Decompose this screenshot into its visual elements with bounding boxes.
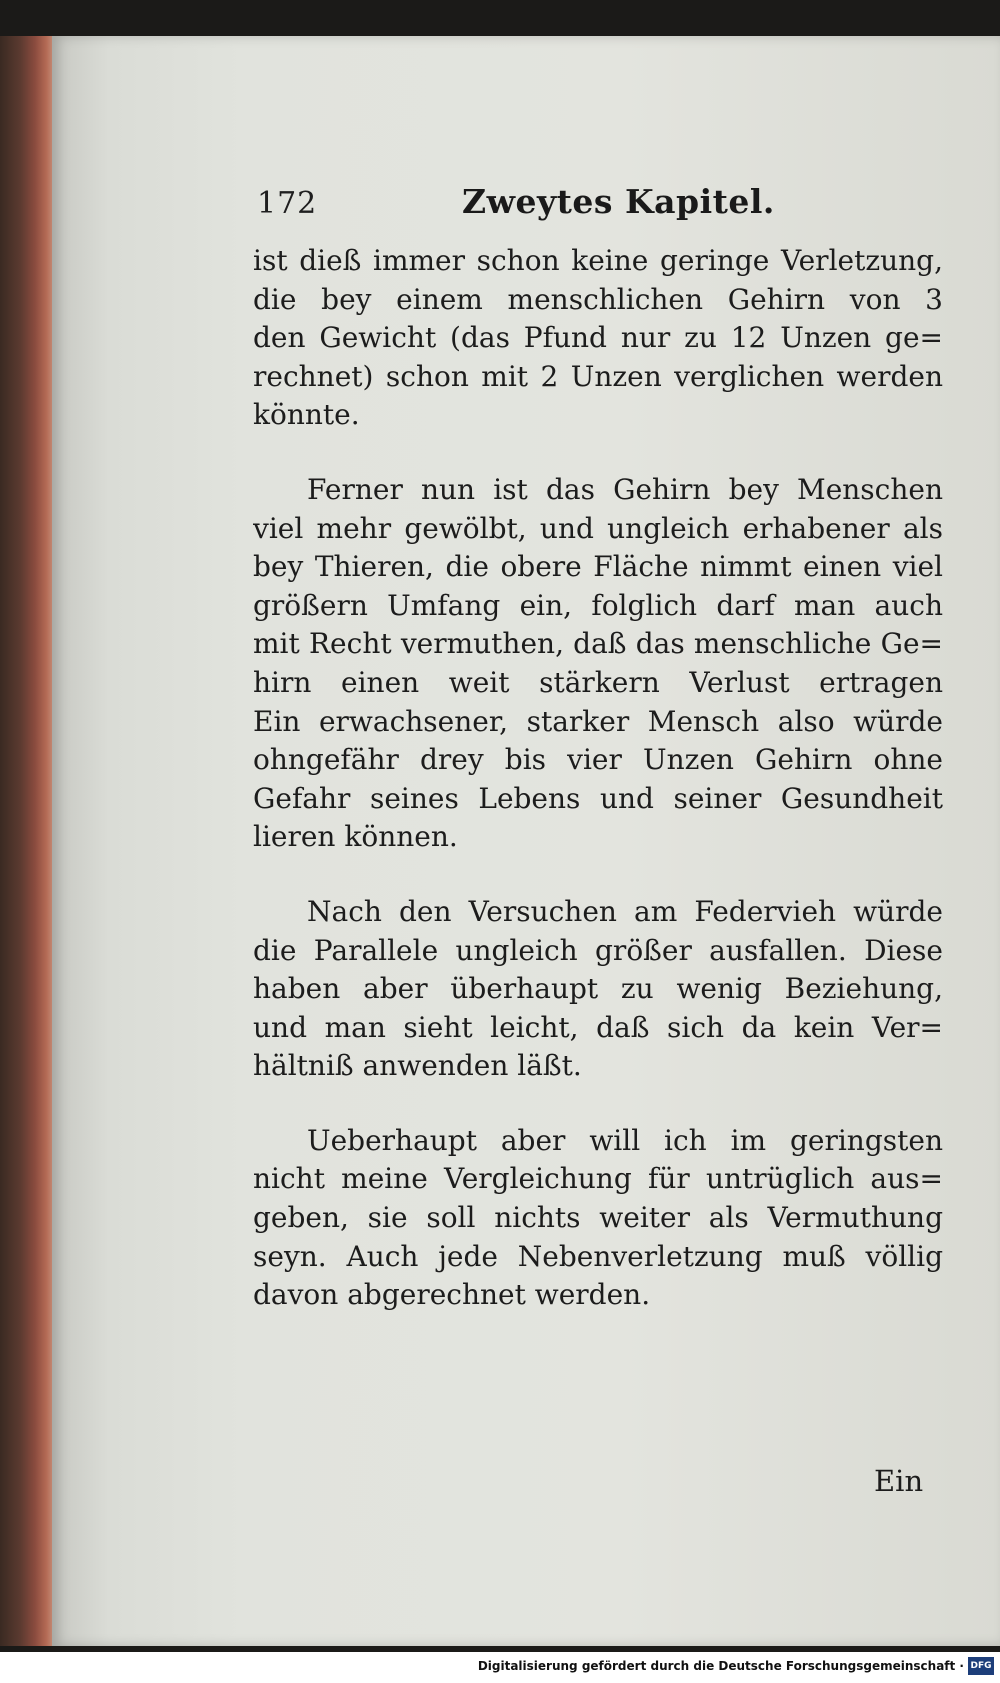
text-line: davon abgerechnet werden. (253, 1278, 651, 1312)
paragraph-2 (253, 471, 943, 857)
text-line: Gefahr seines Lebens und seiner Gesundheit (253, 781, 943, 815)
running-head: Zweytes Kapitel. (462, 182, 775, 221)
text-line: Ferner nun ist das Gehirn bey Menschen (307, 472, 943, 506)
text-line: Ein erwachsener, starker Mensch also würde (253, 704, 943, 738)
text-line: geben, sie soll nichts weiter als Vermuthung (253, 1201, 943, 1235)
text-line: den Gewicht (das Pfund nur zu 12 Unzen ge= (253, 321, 943, 355)
footer-credit: Digitalisierung gefördert durch die Deutsche Forschungsgemeinschaft · (477, 1659, 964, 1673)
catchword: Ein (874, 1464, 924, 1498)
dfg-logo-icon: DFG (968, 1657, 994, 1675)
text-line: hirn einen weit stärkern Verlust ertragen (253, 665, 943, 699)
text-line: Ueberhaupt aber will ich im geringsten (307, 1123, 943, 1157)
paragraph-3 (253, 893, 943, 1086)
text-line: Nach den Versuchen am Federvieh würde (307, 894, 943, 928)
text-line: viel mehr gewölbt, und ungleich erhabener als (253, 511, 943, 545)
page-number: 172 (257, 186, 318, 221)
text-line: die Parallele ungleich größer ausfallen. Diese (253, 933, 943, 967)
book-page (52, 36, 1000, 1646)
paragraph-1 (253, 242, 943, 435)
text-line: nicht meine Vergleichung für untrüglich aus= (253, 1162, 943, 1196)
text-line: bey Thieren, die obere Fläche nimmt einen viel (253, 550, 943, 584)
text-line: seyn. Auch jede Nebenverletzung muß völlig (253, 1239, 943, 1273)
footer-bar (0, 1652, 1000, 1683)
text-line: mit Recht vermuthen, daß das menschliche Ge= (253, 627, 943, 661)
text-line: lieren können. (253, 820, 458, 854)
text-line: haben aber überhaupt zu wenig Beziehung, (253, 972, 943, 1006)
paragraph-4 (253, 1122, 943, 1315)
text-line: größern Umfang ein, folglich darf man auch (253, 588, 943, 622)
text-line: die bey einem menschlichen Gehirn von 3 (253, 282, 943, 316)
text-line: ohngefähr drey bis vier Unzen Gehirn ohne (253, 743, 943, 777)
text-line: rechnet) schon mit 2 Unzen verglichen werden (253, 359, 943, 393)
text-line: ist dieß immer schon keine geringe Verletzung, (253, 244, 943, 277)
text-line: hältniß anwenden läßt. (253, 1049, 582, 1083)
text-line: könnte. (253, 398, 360, 432)
body-text (253, 242, 943, 1351)
text-line: und man sieht leicht, daß sich da kein Ver= (253, 1010, 943, 1044)
book-cover-edge (0, 36, 58, 1646)
page-header (52, 182, 1000, 232)
